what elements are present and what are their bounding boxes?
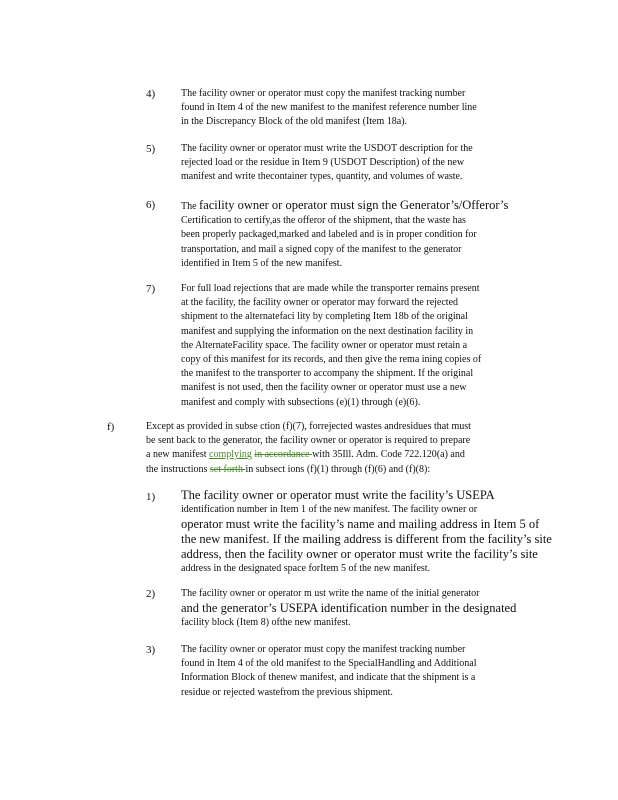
text-line: in the Discrepancy Block of the old manifest (Item 18a). bbox=[181, 116, 408, 128]
text-line: manifest and comply with subsections (e)(1) through (e)(6). bbox=[181, 396, 421, 408]
text-line: identified in Item 5 of the new manifest. bbox=[181, 257, 343, 269]
text-line: shipment to the alternatefaci lity by completing Item 18b of the original bbox=[181, 311, 468, 323]
text-line: transportation, and mail a signed copy of the manifest to the generator bbox=[181, 243, 462, 255]
text-run: in subsect ions (f)(1) through (f)(6) and (f)(8): bbox=[245, 463, 431, 475]
subsection-1-text bbox=[181, 488, 552, 576]
item-4-number: 4) bbox=[146, 88, 156, 100]
text-line: be sent back to the generator, the facility owner or operator is required to prepare bbox=[146, 435, 471, 447]
text-line: found in Item 4 of the new manifest to the manifest reference number line bbox=[181, 102, 477, 114]
item-7-text bbox=[181, 282, 539, 410]
inserted-text: complying bbox=[209, 449, 252, 461]
item-7-number: 7) bbox=[146, 283, 156, 295]
text-line: copy of this manifest for its records, and then give the rema ining copies of bbox=[181, 354, 482, 366]
text-line: The facility owner or operator must copy the manifest tracking number bbox=[181, 88, 466, 99]
text-line: Information Block of thenew manifest, and indicate that the shipment is a bbox=[181, 672, 476, 684]
section-f-text bbox=[146, 420, 539, 477]
subsection-2-text bbox=[181, 587, 539, 630]
item-4-text bbox=[181, 87, 539, 130]
subsection-1-number: 1) bbox=[146, 491, 156, 503]
item-6-number: 6) bbox=[146, 199, 156, 211]
text-line: manifest and supplying the information on the next destination facility in bbox=[181, 325, 474, 337]
text-line: The facility owner or operator m ust write the name of the initial generator bbox=[181, 588, 480, 599]
text-line: facility block (Item 8) ofthe new manifest. bbox=[181, 617, 351, 629]
text-line: rejected load or the residue in Item 9 (USDOT Description) of the new bbox=[181, 157, 465, 169]
text-line: found in Item 4 of the old manifest to the SpecialHandling and Additional bbox=[181, 658, 477, 670]
item-5-number: 5) bbox=[146, 143, 156, 155]
text-line: Except as provided in subse ction (f)(7), forrejected wastes andresidues that must bbox=[146, 421, 471, 432]
subsection-2-number: 2) bbox=[146, 588, 156, 600]
text-line: identification number in Item 1 of the new manifest. The facility owner or bbox=[181, 504, 478, 515]
deleted-text: set forth bbox=[209, 463, 246, 475]
text-line: the manifest to the transporter to accompany the shipment. If the original bbox=[181, 368, 474, 380]
text-line: manifest is not used, then the facility owner or operator must use a new bbox=[181, 382, 467, 394]
item-5-text bbox=[181, 142, 539, 185]
text-line: The facility owner or operator must write the USDOT description for the bbox=[181, 143, 473, 154]
text-line: address, then the facility owner or operator must write the facility’s site bbox=[181, 547, 538, 562]
text-line: manifest and write thecontainer types, quantity, and volumes of waste. bbox=[181, 171, 463, 183]
text-line bbox=[146, 463, 539, 477]
text-line: at the facility, the facility owner or operator may forward the rejected bbox=[181, 297, 459, 309]
text-line: address in the designated space forItem 5 of the new manifest. bbox=[181, 563, 431, 575]
section-f-letter: f) bbox=[107, 421, 115, 433]
text-line: been properly packaged,marked and labeled and is in proper condition for bbox=[181, 229, 477, 241]
text-line: the AlternateFacility space. The facility owner or operator must retain a bbox=[181, 339, 468, 351]
text-line: operator must write the facility’s name and mailing address in Item 5 of bbox=[181, 517, 540, 532]
text-line: the new manifest. If the mailing address is different from the facility’s site bbox=[181, 532, 552, 547]
text-line: and the generator’s USEPA identification number in the designated bbox=[181, 601, 517, 616]
item-6-text bbox=[181, 198, 539, 271]
subsection-3-number: 3) bbox=[146, 644, 156, 656]
text-line: residue or rejected wastefrom the previous shipment. bbox=[181, 686, 393, 698]
text-run: The bbox=[181, 201, 200, 212]
text-line: Certification to certify,as the offeror of the shipment, that the waste has bbox=[181, 215, 466, 227]
text-run: the instructions bbox=[146, 463, 210, 475]
deleted-text: in accordance bbox=[254, 449, 313, 461]
text-run: a new manifest bbox=[146, 449, 210, 461]
subsection-3-text bbox=[181, 643, 539, 700]
text-line bbox=[181, 198, 539, 214]
text-line: For full load rejections that are made while the transporter remains present bbox=[181, 283, 480, 294]
text-line: The facility owner or operator must write the facility’s USEPA bbox=[181, 488, 495, 502]
text-run: facility owner or operator must sign the Generator’s/Offeror’s bbox=[199, 198, 509, 212]
text-run: with 35Ill. Adm. Code 722.120(a) and bbox=[312, 449, 465, 461]
text-line: The facility owner or operator must copy the manifest tracking number bbox=[181, 644, 466, 655]
text-line bbox=[146, 448, 539, 462]
